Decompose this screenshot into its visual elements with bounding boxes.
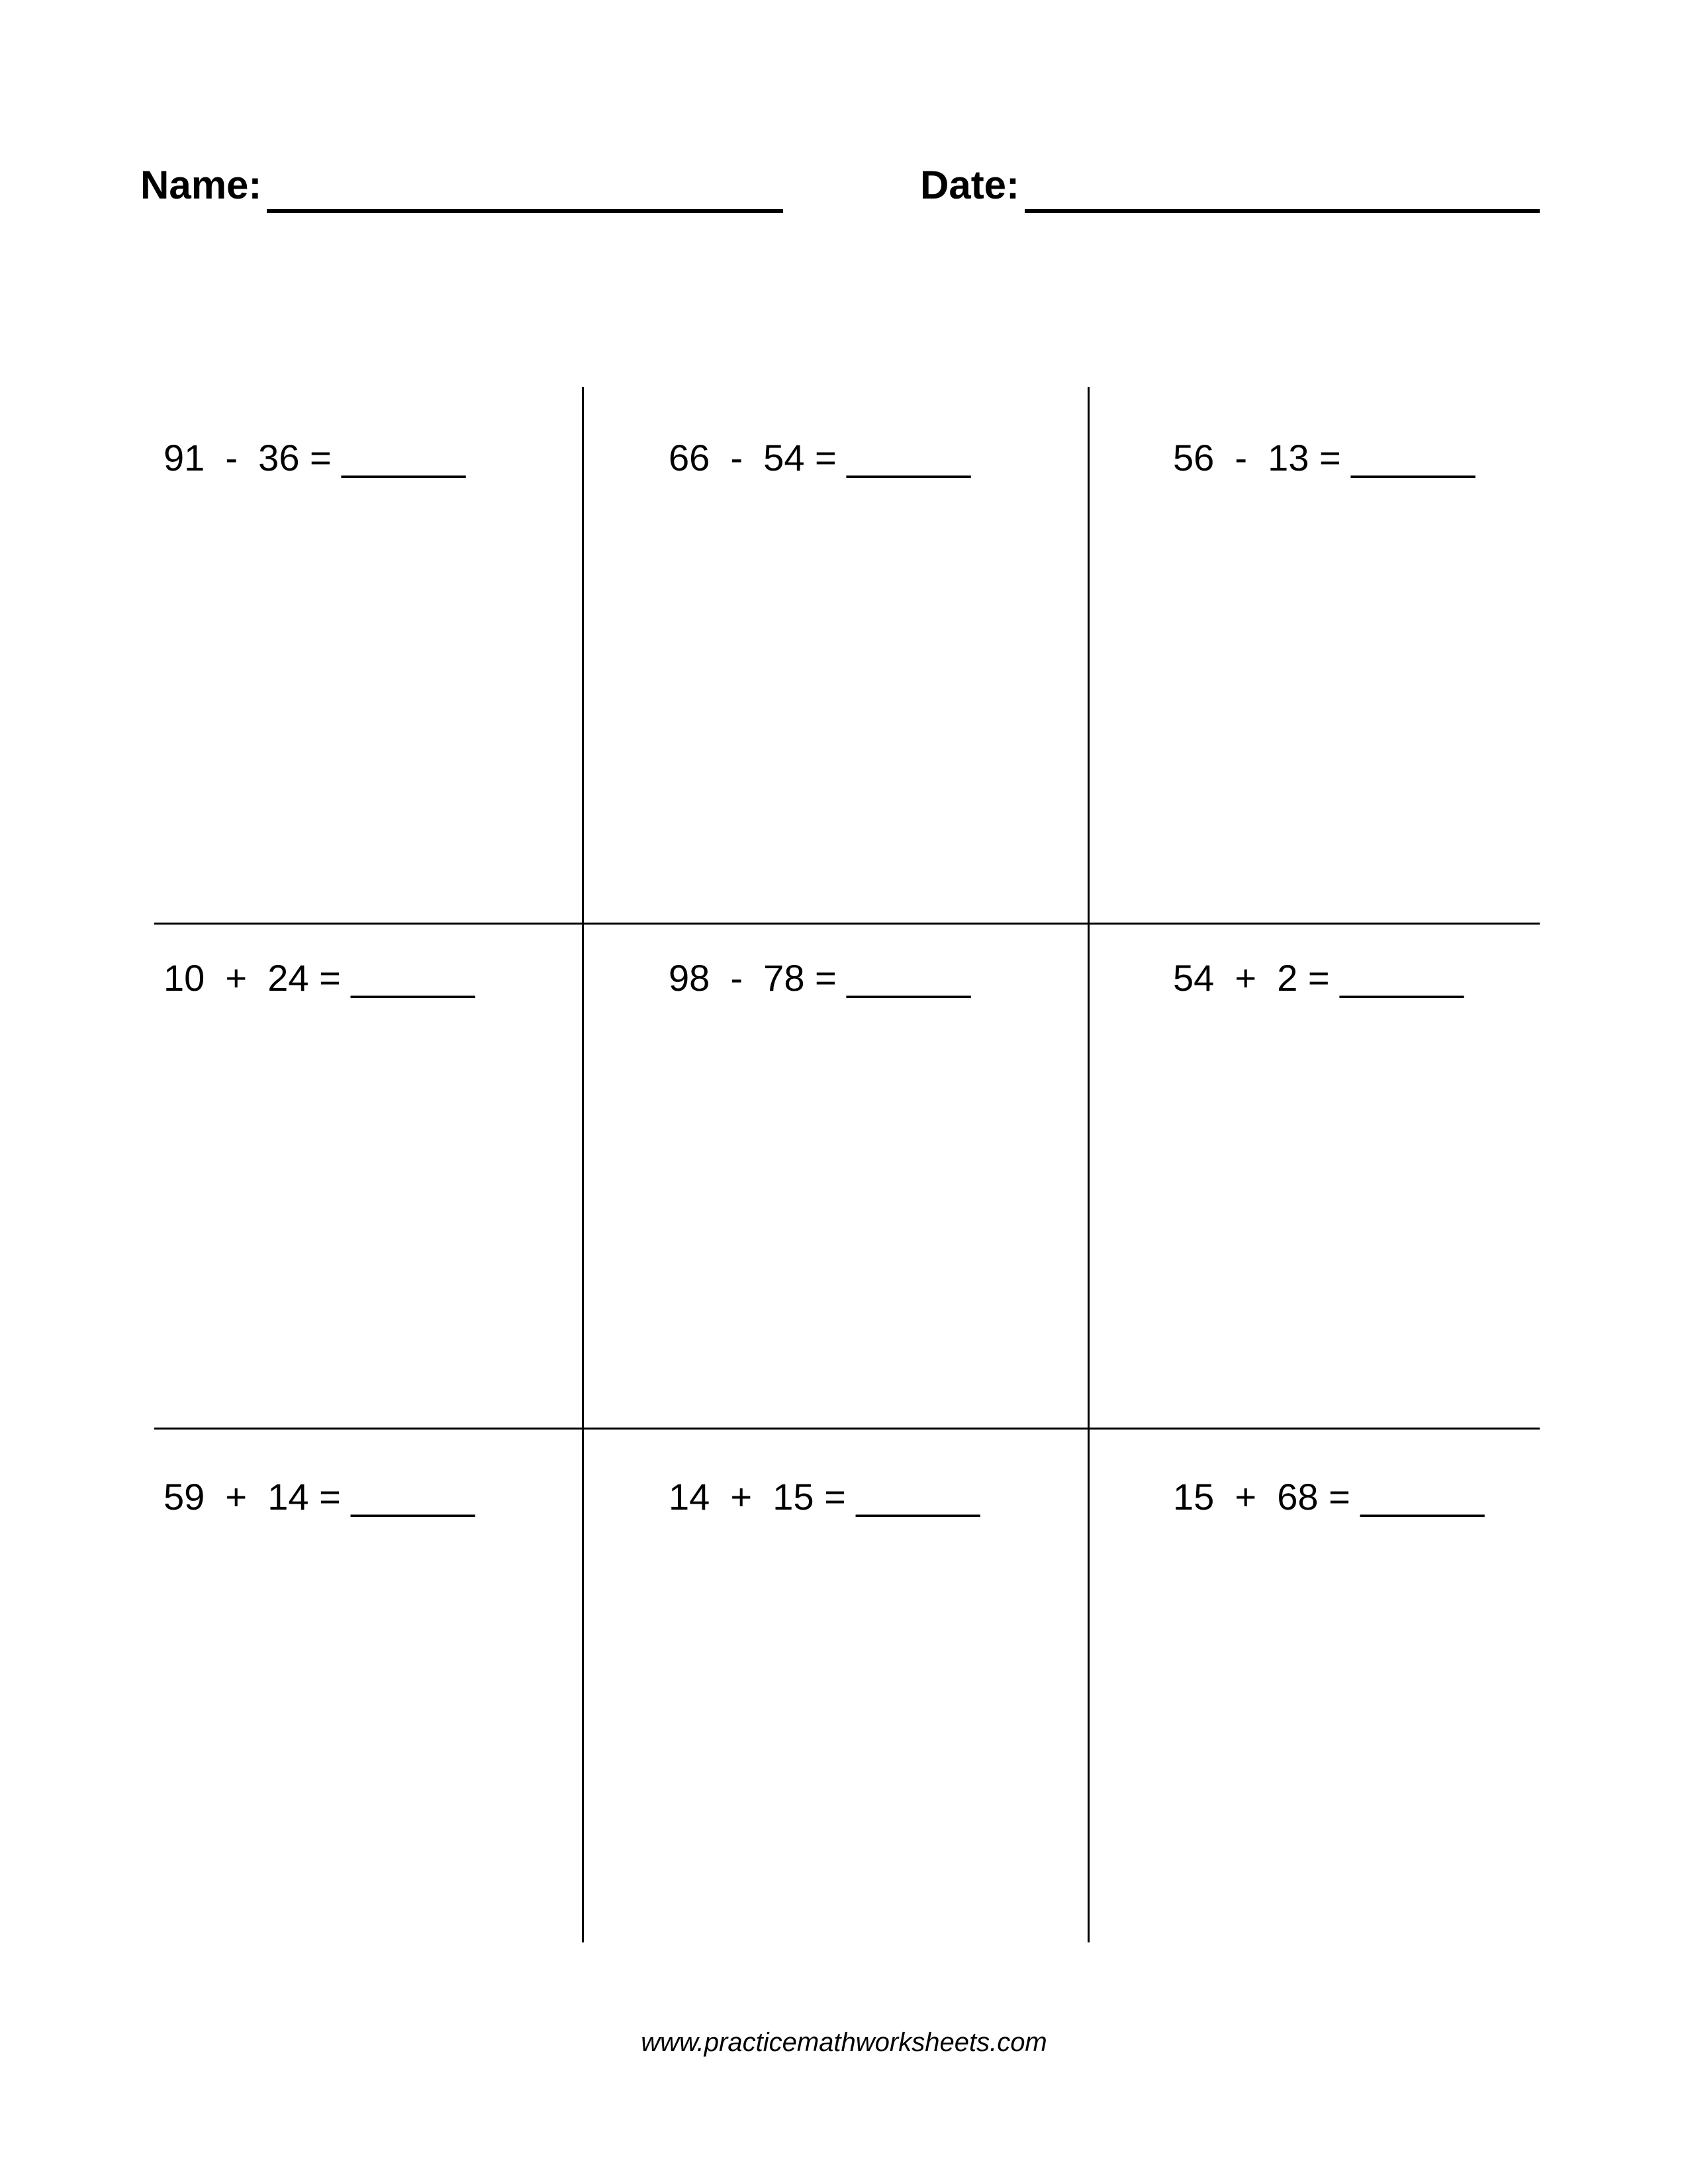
problem-3: 56 - 13 = ______ [1173,437,1476,478]
grid-vertical-line-right [1088,387,1090,1942]
problem-9: 15 + 68 = ______ [1173,1476,1485,1518]
name-blank-line[interactable] [267,209,783,213]
name-label: Name: [140,163,262,207]
footer-url: www.practicemathworksheets.com [641,2028,1047,2057]
grid-vertical-line-left [582,387,584,1942]
grid-horizontal-line-bottom [154,1428,1540,1430]
date-label: Date: [920,163,1020,207]
problem-5: 98 - 78 = ______ [669,957,971,999]
problem-1: 91 - 36 = ______ [164,437,466,478]
grid-horizontal-line-top [154,923,1540,925]
problem-6: 54 + 2 = ______ [1173,957,1464,999]
problem-8: 14 + 15 = ______ [669,1476,980,1518]
problem-7: 59 + 14 = ______ [164,1476,475,1518]
problem-2: 66 - 54 = ______ [669,437,971,478]
problem-4: 10 + 24 = ______ [164,957,475,999]
date-blank-line[interactable] [1025,209,1540,213]
